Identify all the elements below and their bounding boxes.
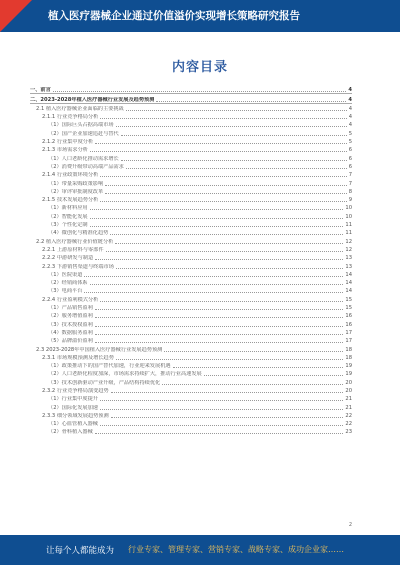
toc-entry[interactable] xyxy=(30,94,352,103)
toc-entry[interactable] xyxy=(30,427,352,435)
toc-leader-dots xyxy=(95,309,344,310)
toc-entry-page: 17 xyxy=(345,338,352,345)
toc-entry-page: 21 xyxy=(345,396,352,403)
toc-leader-dots xyxy=(164,351,343,352)
toc-entry-title: （2）骨科植入器械 xyxy=(48,429,93,436)
toc-entry[interactable] xyxy=(30,228,352,236)
report-title: 植入医疗器械企业通过价值溢价实现增长策略研究报告 xyxy=(48,10,300,22)
toc-leader-dots xyxy=(90,226,344,227)
toc-leader-dots xyxy=(90,284,344,285)
toc-leader-dots xyxy=(111,392,344,393)
toc-entry-title: （1）医院渠道 xyxy=(48,271,83,278)
toc-entry-page: 7 xyxy=(348,172,352,179)
toc-leader-dots xyxy=(95,326,344,327)
toc-entry-page: 16 xyxy=(345,321,352,328)
toc-entry-page: 6 xyxy=(348,155,352,162)
toc-entry-title: （3）个性化定制 xyxy=(48,222,88,229)
toc-entry-page: 14 xyxy=(345,288,352,295)
toc-entry[interactable] xyxy=(30,328,352,336)
toc-entry[interactable] xyxy=(30,236,352,244)
footer-roles: 行业专家、管理专家、营销专家、战略专家、成功企业家…… xyxy=(128,545,344,554)
toc-entry-page: 10 xyxy=(345,205,352,212)
toc-entry-title: 2.3.2 行业竞争格局演变趋势 xyxy=(42,387,109,394)
toc-leader-dots xyxy=(95,317,344,318)
toc-entry-page: 12 xyxy=(345,246,352,253)
toc-entry-title: （3）技术授权盈利 xyxy=(48,321,93,328)
toc-leader-dots xyxy=(100,118,346,119)
toc-entry-title: 2.3.3 细分领域发展趋势预测 xyxy=(42,412,109,419)
toc-leader-dots xyxy=(105,193,347,194)
report-header xyxy=(0,0,400,32)
toc-entry-page: 9 xyxy=(348,197,352,204)
toc-leader-dots xyxy=(116,359,343,360)
toc-entry-page: 5 xyxy=(348,130,352,137)
toc-entry[interactable] xyxy=(30,178,352,186)
toc-entry[interactable] xyxy=(30,137,352,145)
toc-entry-title: 2.3 2023-2028年中国植入医疗器械行业发展趋势预测 xyxy=(36,346,163,353)
toc-leader-dots xyxy=(84,292,343,293)
toc-entry-page: 14 xyxy=(345,280,352,287)
toc-entry-title: （1）新材料应用 xyxy=(48,205,88,212)
toc-entry-title: 2.1.5 技术发展趋势分析 xyxy=(42,197,99,204)
toc-entry[interactable] xyxy=(30,162,352,170)
toc-entry-title: （2）审评审批制度改革 xyxy=(48,188,104,195)
toc-entry[interactable] xyxy=(30,411,352,419)
toc-entry-page: 19 xyxy=(345,371,352,378)
toc-entry[interactable] xyxy=(30,394,352,402)
toc-entry[interactable] xyxy=(30,419,352,427)
toc-entry[interactable] xyxy=(30,85,352,94)
toc-entry-title: 2.2.1 上游原材料与零部件 xyxy=(42,246,104,253)
toc-entry[interactable] xyxy=(30,253,352,261)
toc-entry-page: 14 xyxy=(345,271,352,278)
toc-leader-dots xyxy=(105,185,347,186)
toc-entry-title: 2.3.1 市场规模预测及增长趋势 xyxy=(42,354,114,361)
toc-entry[interactable] xyxy=(30,120,352,128)
toc-entry-title: （4）微创化与精准化趋势 xyxy=(48,230,109,237)
toc-leader-dots xyxy=(100,425,343,426)
toc-leader-dots xyxy=(53,91,347,92)
toc-entry-title: （2）人口老龄化程度加深，市场需求持续扩大，推动行业高速发展 xyxy=(48,371,202,378)
toc-entry-page: 13 xyxy=(345,263,352,270)
toc-entry-page: 20 xyxy=(345,379,352,386)
toc-entry[interactable] xyxy=(30,203,352,211)
toc-entry-page: 4 xyxy=(348,105,352,112)
toc-entry-title: （2）国际化发展加速 xyxy=(48,404,98,411)
toc-entry-title: 2.1.4 行业政策环境分析 xyxy=(42,172,99,179)
toc-leader-dots xyxy=(173,367,344,368)
toc-entry[interactable] xyxy=(30,195,352,203)
toc-entry-title: 2.1 植入医疗器械企业面临的主要挑战 xyxy=(36,105,124,112)
toc-leader-dots xyxy=(84,276,343,277)
toc-entry-page: 15 xyxy=(345,305,352,312)
toc-leader-dots xyxy=(90,151,347,152)
toc-entry-page: 8 xyxy=(348,188,352,195)
toc-entry-page: 20 xyxy=(345,387,352,394)
toc-entry-page: 16 xyxy=(345,313,352,320)
toc-entry-title: （4）数据服务盈利 xyxy=(48,329,93,336)
toc-entry-title: （2）服务增值盈利 xyxy=(48,313,93,320)
toc-entry[interactable] xyxy=(30,369,352,377)
toc-entry-page: 23 xyxy=(345,429,352,436)
footer-slogan: 让每个人都能成为 xyxy=(46,546,115,556)
toc-leader-dots xyxy=(95,143,347,144)
toc-entry-title: （2）消费升级带动高端产品需求 xyxy=(48,163,124,170)
toc-leader-dots xyxy=(115,243,343,244)
toc-entry-page: 19 xyxy=(345,363,352,370)
toc-entry[interactable] xyxy=(30,336,352,344)
toc-leader-dots xyxy=(111,417,344,418)
footer-banner xyxy=(0,535,400,565)
page-number: 2 xyxy=(348,522,352,528)
toc-leader-dots xyxy=(100,301,343,302)
table-of-contents xyxy=(30,85,352,435)
toc-entry-title: 2.2.2 中游研发与制造 xyxy=(42,255,94,262)
toc-entry-title: （5）品牌溢价盈利 xyxy=(48,338,93,345)
toc-entry[interactable] xyxy=(30,294,352,302)
toc-entry-title: 2.1.3 市场需求分析 xyxy=(42,147,88,154)
toc-entry-title: （2）国产企业加速追赶与替代 xyxy=(48,130,119,137)
toc-entry-page: 15 xyxy=(345,296,352,303)
toc-entry[interactable] xyxy=(30,170,352,178)
toc-entry-title: （1）人口老龄化推动需求增长 xyxy=(48,155,119,162)
toc-leader-dots xyxy=(116,268,343,269)
toc-leader-dots xyxy=(204,375,344,376)
toc-entry-title: （1）心血管植入器械 xyxy=(48,421,98,428)
toc-entry-page: 5 xyxy=(348,139,352,146)
toc-entry-title: 二、2023-2028年植入医疗器械行业发展及趋势预测 xyxy=(30,96,155,103)
toc-entry-page: 18 xyxy=(345,346,352,353)
toc-entry-page: 6 xyxy=(348,147,352,154)
toc-leader-dots xyxy=(156,101,346,102)
toc-leader-dots xyxy=(95,259,343,260)
toc-entry-page: 4 xyxy=(348,96,352,103)
toc-entry[interactable] xyxy=(30,344,352,352)
toc-leader-dots xyxy=(100,201,346,202)
toc-entry-page: 6 xyxy=(348,163,352,170)
toc-entry-title: （1）行业集中度提升 xyxy=(48,396,98,403)
toc-entry[interactable] xyxy=(30,112,352,120)
toc-entry[interactable] xyxy=(30,211,352,219)
toc-entry-page: 17 xyxy=(345,329,352,336)
toc-entry[interactable] xyxy=(30,104,352,112)
toc-entry[interactable] xyxy=(30,361,352,369)
toc-entry[interactable] xyxy=(30,245,352,253)
toc-leader-dots xyxy=(126,110,347,111)
toc-entry-page: 7 xyxy=(348,180,352,187)
toc-entry[interactable] xyxy=(30,386,352,394)
toc-leader-dots xyxy=(100,400,343,401)
toc-entry-title: （1）国际巨头占据高端市场 xyxy=(48,122,114,129)
toc-entry-page: 12 xyxy=(345,238,352,245)
toc-entry-title: 2.2.4 行业盈利模式分析 xyxy=(42,296,99,303)
toc-entry-title: （2）智能化发展 xyxy=(48,213,88,220)
toc-entry-page: 10 xyxy=(345,213,352,220)
toc-entry[interactable] xyxy=(30,319,352,327)
toc-entry-title: （1）政策推动下的国产替代加速，行业迎来发展机遇 xyxy=(48,363,171,370)
toc-entry-page: 11 xyxy=(345,222,352,229)
toc-leader-dots xyxy=(106,251,344,252)
toc-leader-dots xyxy=(110,234,343,235)
toc-leader-dots xyxy=(121,160,347,161)
toc-entry-page: 13 xyxy=(345,255,352,262)
toc-entry[interactable] xyxy=(30,261,352,269)
header-accent xyxy=(0,0,32,32)
toc-leader-dots xyxy=(121,135,347,136)
toc-entry[interactable] xyxy=(30,303,352,311)
toc-entry-page: 11 xyxy=(345,230,352,237)
toc-entry[interactable] xyxy=(30,145,352,153)
toc-leader-dots xyxy=(116,126,347,127)
toc-leader-dots xyxy=(100,409,343,410)
toc-entry-page: 4 xyxy=(348,87,352,94)
toc-entry-page: 22 xyxy=(345,412,352,419)
toc-leader-dots xyxy=(95,433,344,434)
toc-entry-title: （2）经销商体系 xyxy=(48,280,88,287)
toc-entry[interactable] xyxy=(30,220,352,228)
toc-entry[interactable] xyxy=(30,187,352,195)
toc-entry[interactable] xyxy=(30,402,352,410)
toc-entry[interactable] xyxy=(30,353,352,361)
toc-leader-dots xyxy=(95,334,344,335)
toc-entry-title: 2.2 植入医疗器械行业价值链分析 xyxy=(36,238,114,245)
toc-entry-page: 21 xyxy=(345,404,352,411)
toc-entry[interactable] xyxy=(30,128,352,136)
toc-leader-dots xyxy=(95,342,344,343)
toc-entry[interactable] xyxy=(30,270,352,278)
toc-entry[interactable] xyxy=(30,286,352,294)
toc-entry-page: 22 xyxy=(345,421,352,428)
toc-entry-title: （1）产品销售盈利 xyxy=(48,305,93,312)
toc-leader-dots xyxy=(162,384,343,385)
toc-entry[interactable] xyxy=(30,377,352,385)
toc-entry-title: （3）技术创新驱动产业升级，产品结构持续优化 xyxy=(48,379,161,386)
toc-entry-page: 4 xyxy=(348,114,352,121)
toc-entry[interactable] xyxy=(30,153,352,161)
toc-leader-dots xyxy=(126,168,347,169)
toc-entry-title: （1）带量采购政策影响 xyxy=(48,180,104,187)
toc-entry[interactable] xyxy=(30,278,352,286)
toc-entry[interactable] xyxy=(30,311,352,319)
toc-entry-page: 4 xyxy=(348,122,352,129)
toc-entry-title: （3）电商平台 xyxy=(48,288,83,295)
toc-leader-dots xyxy=(90,218,344,219)
toc-leader-dots xyxy=(90,209,344,210)
toc-entry-title: 2.1.1 行业竞争格局分析 xyxy=(42,114,99,121)
toc-heading: 内容目录 xyxy=(171,60,228,75)
toc-leader-dots xyxy=(100,176,346,177)
toc-entry-page: 18 xyxy=(345,354,352,361)
toc-entry-title: 2.2.3 下游销售渠道与终端市场 xyxy=(42,263,114,270)
toc-entry-title: 2.1.2 行业集中度分析 xyxy=(42,139,94,146)
toc-entry-title: 一、前言 xyxy=(30,87,51,94)
